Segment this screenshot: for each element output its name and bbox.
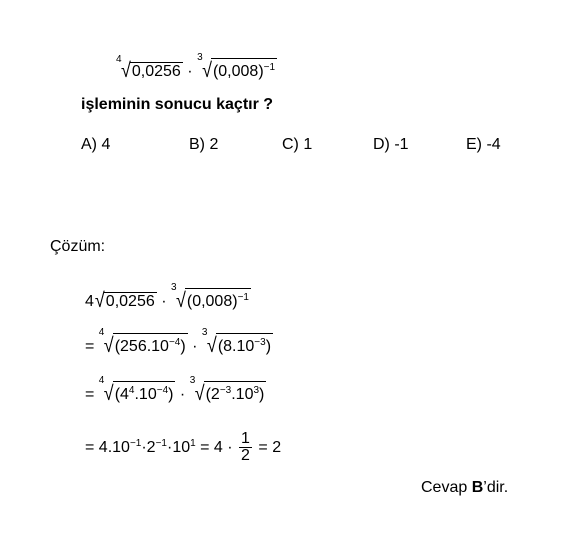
cube-root-term <box>170 282 251 312</box>
root-index: 4 <box>116 54 122 65</box>
fraction <box>239 431 252 464</box>
exponent: −3 <box>254 337 266 348</box>
term: ·2 <box>141 439 156 456</box>
cube-root-term <box>201 327 273 357</box>
radicand-base: (0,008) <box>186 293 238 310</box>
answer-prefix: Cevap <box>421 479 472 496</box>
radicand-base: (8.10 <box>217 338 255 355</box>
radicand <box>211 58 277 81</box>
radicand: 0,0256 <box>131 63 181 80</box>
multiply-dot: · <box>161 293 167 310</box>
radicand-part: .10 <box>231 386 254 403</box>
coefficient: 4 <box>85 293 94 310</box>
radical-sign-icon: √ <box>206 333 217 357</box>
exponent: −1 <box>237 292 249 303</box>
exponent: −1 <box>155 438 167 449</box>
radicand-base: (0,008) <box>212 63 264 80</box>
square-root-term <box>94 290 157 311</box>
solution-line-2 <box>85 327 273 357</box>
result: = 2 <box>258 439 282 456</box>
solution-line-4 <box>85 424 281 468</box>
cube-root-term <box>197 52 277 82</box>
fourth-root-term <box>98 327 188 357</box>
term: ·10 <box>166 439 191 456</box>
radicand <box>113 381 176 404</box>
option-e[interactable] <box>466 136 501 154</box>
cube-root-term <box>189 375 267 405</box>
close-paren: ) <box>168 386 174 403</box>
option-b[interactable] <box>189 136 218 154</box>
root-index: 3 <box>189 375 196 386</box>
radical-sign-icon: √ <box>103 333 114 357</box>
option-label: E) <box>466 136 482 153</box>
option-value: -4 <box>486 136 501 153</box>
radical-sign-icon: √ <box>202 58 212 82</box>
radicand-base: (256.10 <box>114 338 169 355</box>
exponent: 3 <box>253 385 260 396</box>
exponent: −4 <box>156 385 169 396</box>
root-index: 3 <box>170 282 177 293</box>
answer-suffix: ’dir. <box>483 479 509 496</box>
radical-sign-icon: √ <box>94 288 105 312</box>
radicand-part: (4 <box>114 386 129 403</box>
option-label: C) <box>282 136 299 153</box>
radicand <box>113 333 188 356</box>
option-value: -1 <box>394 136 409 153</box>
root-index: 4 <box>98 327 105 338</box>
root-index: 3 <box>201 327 208 338</box>
exponent: −1 <box>129 438 142 449</box>
multiply-dot: · <box>187 63 193 80</box>
exponent: −1 <box>263 62 276 73</box>
exponent: 1 <box>190 438 196 449</box>
option-value: 1 <box>303 136 313 153</box>
close-paren: ) <box>265 338 272 355</box>
solution-heading: Çözüm: <box>50 238 106 255</box>
exponent: −4 <box>168 337 181 348</box>
term: = 4.10 <box>85 439 130 456</box>
option-a[interactable] <box>81 136 110 154</box>
solution-line-1 <box>85 282 251 312</box>
multiply-dot: · <box>179 386 186 403</box>
answer-line <box>421 479 508 497</box>
option-value: 4 <box>101 136 111 153</box>
fourth-root-term <box>116 54 183 82</box>
option-label: D) <box>373 136 390 153</box>
radicand <box>185 288 251 311</box>
question-expression <box>116 52 277 82</box>
option-label: A) <box>81 136 97 153</box>
root-index: 3 <box>197 52 203 63</box>
term: = 4 · <box>200 439 233 456</box>
option-c[interactable] <box>282 136 312 154</box>
answer-letter: B <box>471 479 484 496</box>
option-d[interactable] <box>373 136 409 154</box>
close-paren: ) <box>180 338 186 355</box>
radical-sign-icon: √ <box>103 381 114 405</box>
question-prompt: işleminin sonucu kaçtır ? <box>81 96 274 113</box>
option-label: B) <box>189 136 205 153</box>
close-paren: ) <box>259 386 265 403</box>
solution-line-3 <box>85 375 266 405</box>
equals-sign: = <box>85 386 95 403</box>
fraction-numerator: 1 <box>241 430 250 448</box>
radicand <box>216 333 273 356</box>
radicand <box>204 381 267 404</box>
option-value: 2 <box>209 136 219 153</box>
multiply-dot: · <box>192 338 198 355</box>
exponent: 4 <box>128 385 135 396</box>
exponent: −3 <box>219 385 232 396</box>
fraction-denominator: 2 <box>241 447 250 465</box>
fourth-root-term <box>98 375 176 405</box>
radical-sign-icon: √ <box>194 381 205 405</box>
root-index: 4 <box>98 375 105 386</box>
radical-sign-icon: √ <box>121 58 131 82</box>
radicand-part: (2 <box>205 386 220 403</box>
radicand: 0,0256 <box>105 293 155 310</box>
equals-sign: = <box>85 338 95 355</box>
radicand-part: .10 <box>134 386 157 403</box>
radical-sign-icon: √ <box>175 288 186 312</box>
